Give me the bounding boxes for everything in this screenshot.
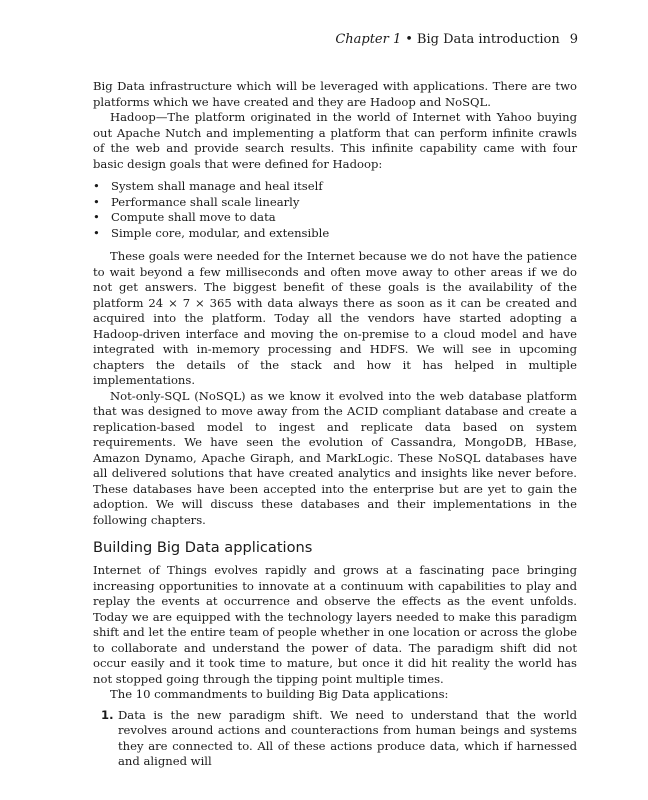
section-heading: Building Big Data applications (93, 539, 313, 556)
header-separator: • (405, 32, 413, 47)
list-item-text: Data is the new paradigm shift. We need to understand that the world revolves around actions and counteractions from human beings and systems they are connected to. All of these actions produce data, which if harnessed and aligned will (118, 707, 577, 768)
paragraph-hadoop: Hadoop—The platform originated in the world of Internet with Yahoo buying out Apache Nutch and implementing a platform that can perform infinite crawls of the web and provide search results. This infinite capability came with four basic design goals that were defined for Hadoop: (93, 110, 577, 171)
page-number: 9 (569, 32, 578, 47)
paragraph-nosql: Not-only-SQL (NoSQL) as we know it evolved into the web database platform that was designed to move away from the ACID compliant database and create a replication-based model to ingest and replicate data based on system requirements. We have seen the evolution of Cassandra, MongoDB, HBase, Amazon Dynamo, Apache Giraph, and MarkLogic. These NoSQL databases have all delivered solutions that have created analytics and insights like never before. These databases have been accepted into the enterprise but are yet to gain the adoption. We will discuss these databases and their implementations in the following chapters. (93, 388, 577, 527)
body-text (93, 79, 577, 770)
paragraph-commandments-intro: The 10 commandments to building Big Data applications: (110, 687, 449, 701)
list-item: • Compute shall move to data (93, 210, 577, 226)
paragraph-iot: Internet of Things evolves rapidly and grows at a fascinating pace bringing increasing opportunities to innovate at a continuum with capabilities to play and replay the events at occurrence and observe the effects as the event unfolds. Today we are equipped with the technology layers needed to make this paradigm shift and let the entire team of people whether in one location or across the globe to collaborate and understand the power of data. The paradigm shift did not occur easily and it took time to mature, but once it did hit reality the world has not stopped going through the tipping point multiple times. (93, 563, 577, 686)
design-goals-list (93, 179, 577, 241)
commandments-list (93, 708, 577, 770)
running-header (335, 31, 578, 49)
list-item: • Simple core, modular, and extensible (93, 226, 577, 242)
list-item-number: 1. (101, 707, 114, 722)
list-item: • System shall manage and heal itself (93, 179, 577, 195)
list-item (93, 708, 577, 770)
paragraph-intro: Big Data infrastructure which will be leveraged with applications. There are two platforms which we have created and they are Hadoop and NoSQL. (93, 79, 577, 109)
chapter-title: Big Data introduction (416, 32, 560, 47)
list-item: • Performance shall scale linearly (93, 195, 577, 211)
paragraph-goals: These goals were needed for the Internet because we do not have the patience to wait beyond a few milliseconds and often move away to other areas if we do not get answers. The biggest benefit of these goals is the availability of the platform 24 × 7 × 365 with data always there as soon as it can be created and acquired into the platform. Today all the vendors have started adopting a Hadoop-driven interface and moving the on-premise to a cloud model and have integrated with in-memory processing and HDFS. We will see in upcoming chapters the details of the stack and how it has helped in multiple implementations. (93, 249, 577, 387)
chapter-label: Chapter 1 (335, 32, 402, 47)
